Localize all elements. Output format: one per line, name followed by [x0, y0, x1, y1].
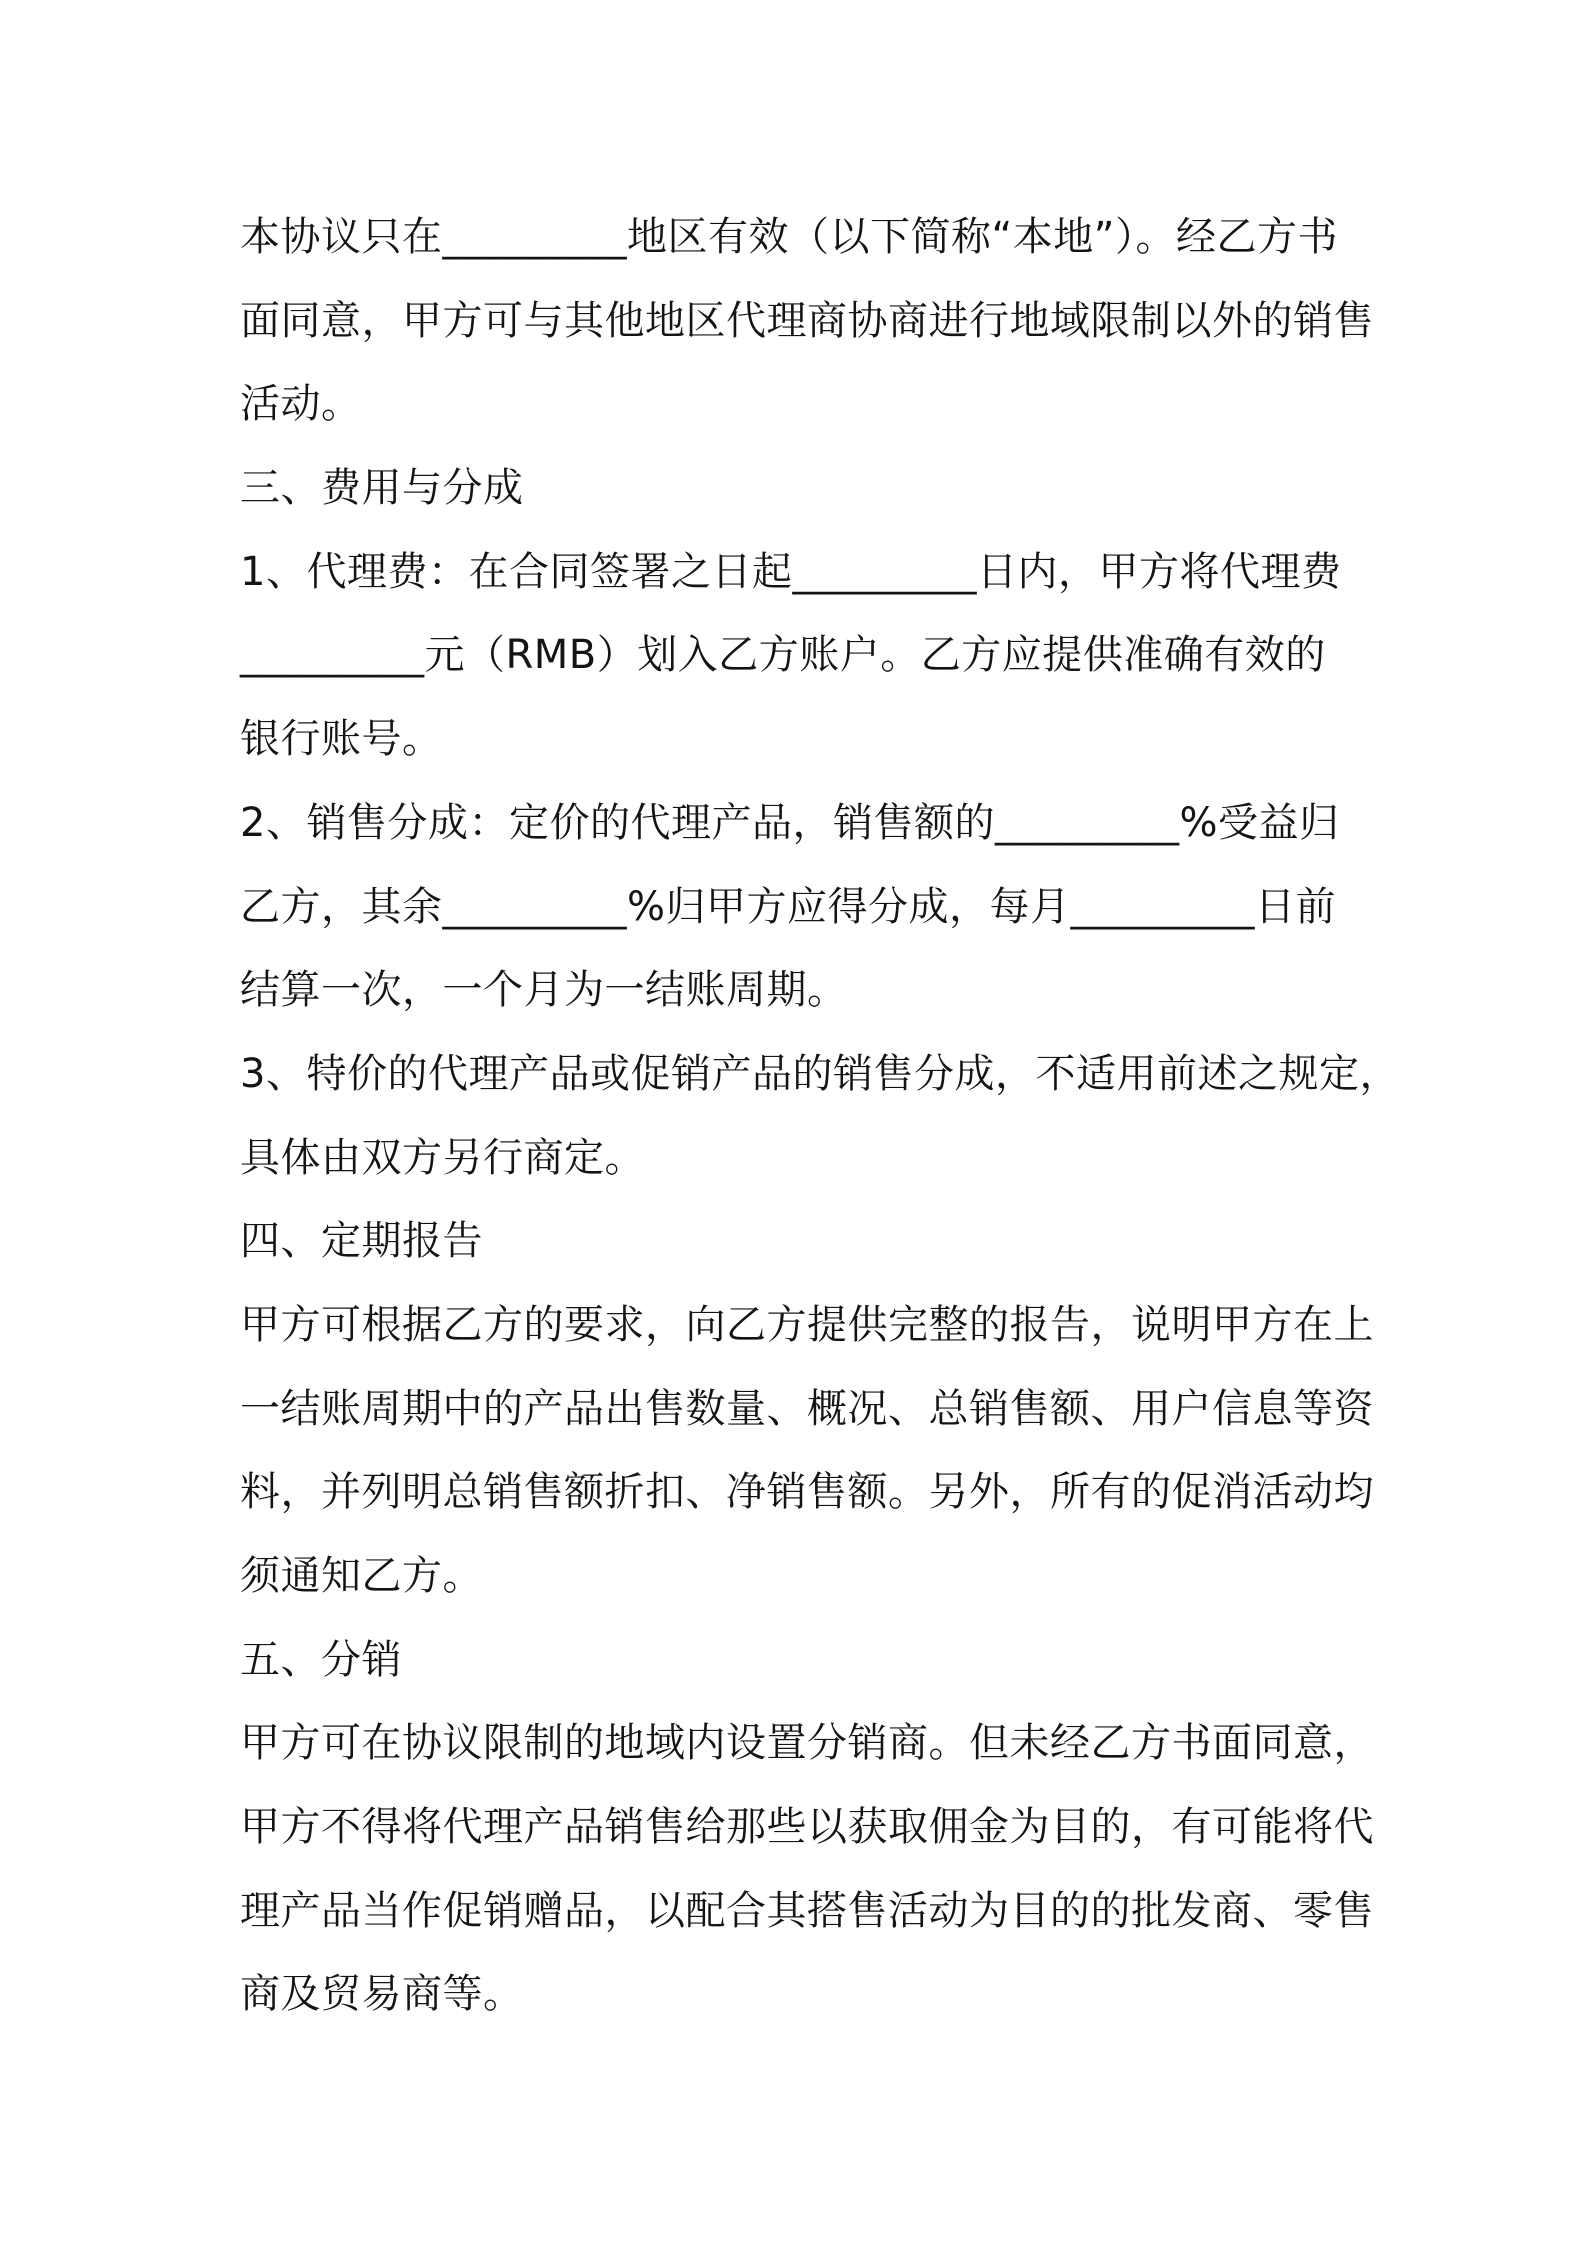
- clause-special-price-line-2: 具体由双方另行商定。: [240, 1134, 645, 1181]
- clause-sales-share-line-1: 2、销售分成：定价的代理产品，销售额的_________%受益归: [240, 799, 1340, 846]
- section-heading-reports: 四、定期报告: [240, 1218, 483, 1265]
- paragraph-reports-line-3: 料，并列明总销售额折扣、净销售额。另外，所有的促消活动均: [240, 1469, 1374, 1516]
- paragraph-distribution-line-2: 甲方不得将代理产品销售给那些以获取佣金为目的，有可能将代: [240, 1804, 1374, 1851]
- document-body: [240, 196, 1400, 2037]
- paragraph-reports-line-4: 须通知乙方。: [240, 1553, 483, 1599]
- clause-agency-fee-line-3: 银行账号。: [240, 716, 443, 763]
- paragraph-reports-line-2: 一结账周期中的产品出售数量、概况、总销售额、用户信息等资: [240, 1385, 1374, 1432]
- paragraph-region-scope-line-1: 本协议只在_________地区有效（以下简称“本地”）。经乙方书: [240, 214, 1338, 260]
- clause-sales-share-line-3: 结算一次，一个月为一结账周期。: [240, 967, 848, 1014]
- paragraph-distribution-line-4: 商及贸易商等。: [240, 1971, 524, 2018]
- paragraph-reports-line-1: 甲方可根据乙方的要求，向乙方提供完整的报告，说明甲方在上: [240, 1301, 1374, 1348]
- paragraph-region-scope-line-2: 面同意，甲方可与其他地区代理商协商进行地域限制以外的销售: [240, 297, 1374, 344]
- paragraph-region-scope-line-3: 活动。: [240, 381, 362, 428]
- paragraph-distribution-line-3: 理产品当作促销赠品，以配合其搭售活动为目的的批发商、零售: [240, 1887, 1374, 1934]
- clause-sales-share-line-2: 乙方，其余_________%归甲方应得分成，每月_________日前: [240, 883, 1337, 930]
- clause-agency-fee-line-2: _________元（RMB）划入乙方账户。乙方应提供准确有效的: [240, 632, 1326, 679]
- clause-agency-fee-line-1: 1、代理费：在合同签署之日起_________日内，甲方将代理费: [240, 548, 1342, 595]
- clause-special-price-line-1: 3、特价的代理产品或促销产品的销售分成，不适用前述之规定，: [240, 1050, 1400, 1097]
- section-heading-distribution: 五、分销: [240, 1636, 402, 1683]
- section-heading-fees: 三、费用与分成: [240, 465, 524, 512]
- paragraph-distribution-line-1: 甲方可在协议限制的地域内设置分销商。但未经乙方书面同意，: [240, 1720, 1374, 1767]
